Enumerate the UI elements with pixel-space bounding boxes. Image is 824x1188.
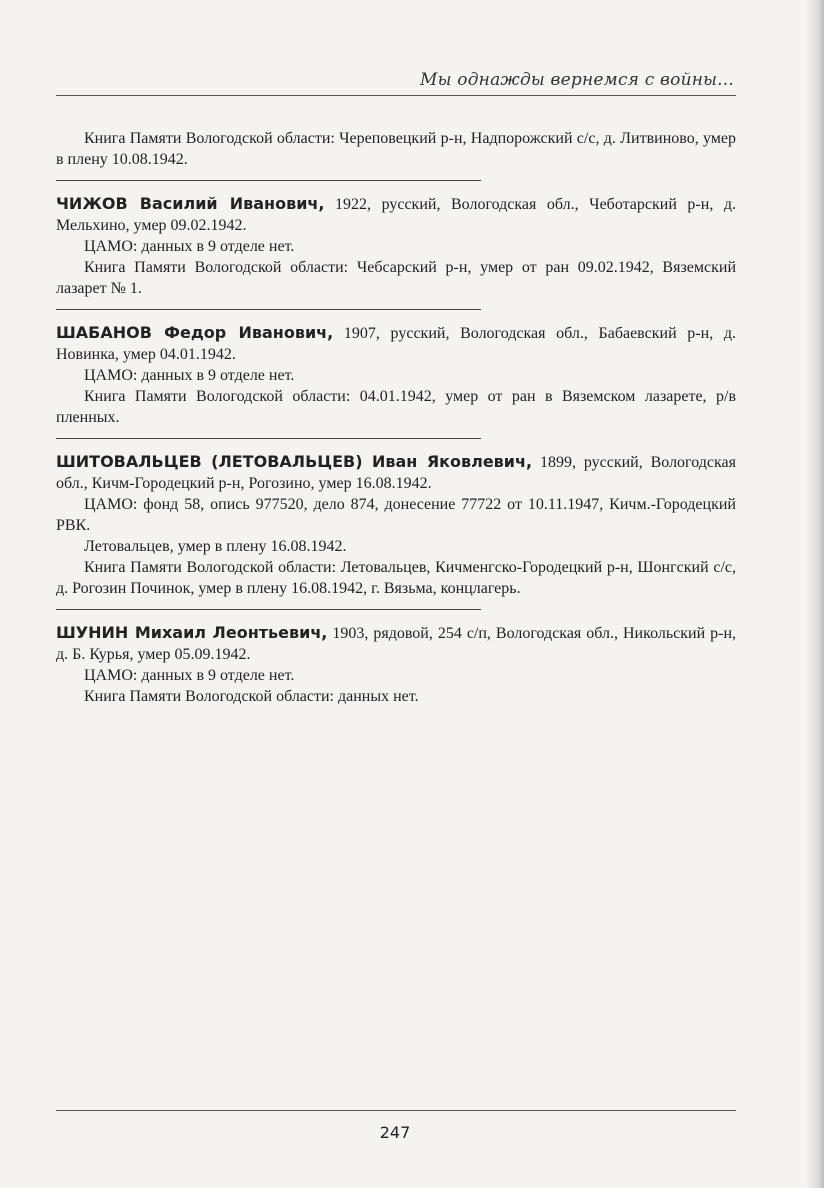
entry-separator <box>56 309 481 310</box>
entry-heading <box>56 322 736 365</box>
person-details: 1899, русский, Вологодская обл., Кичм-Городецкий р-н, Рогозино, умер 16.08.1942. <box>56 454 736 492</box>
person-name: ЧИЖОВ Василий Иванович, <box>56 194 325 213</box>
header-rule <box>56 95 736 96</box>
page-edge-shadow <box>806 0 824 1188</box>
running-title: Мы однажды вернемся с войны... <box>420 70 734 90</box>
entry-paragraph: Книга Памяти Вологодской области: Летовальцев, Кичменгско-Городецкий р-н, Шонгский с/с, д. Рогозин Починок, умер в плену 16.08.1942, г. Вязьма, концлагерь. <box>56 559 736 597</box>
footer-rule <box>56 1110 736 1111</box>
person-details: 1907, русский, Вологодская обл., Бабаевский р-н, д. Новинка, умер 04.01.1942. <box>56 325 737 363</box>
person-details: 1922, русский, Вологодская обл., Чеботарский р-н, д. Мельхино, умер 09.02.1942. <box>56 196 736 234</box>
entry-shabanov <box>56 322 736 428</box>
entry-chizhov <box>56 193 736 299</box>
entry-shitovaltsev <box>56 451 736 599</box>
entry-paragraph: Летовальцев, умер в плену 16.08.1942. <box>84 538 347 555</box>
page-content <box>56 128 736 707</box>
person-name: ШУНИН Михаил Леонтьевич, <box>56 623 328 642</box>
entry-paragraph: ЦАМО: данных в 9 отделе нет. <box>84 238 295 255</box>
entry-separator <box>56 609 481 610</box>
person-name: ШИТОВАЛЬЦЕВ (ЛЕТОВАЛЬЦЕВ) Иван Яковлевич, <box>56 452 533 471</box>
entry-paragraph: ЦАМО: данных в 9 отделе нет. <box>84 367 295 384</box>
entry-heading <box>56 451 736 494</box>
entry-separator <box>56 180 481 181</box>
entry-separator <box>56 438 481 439</box>
person-details: 1903, рядовой, 254 с/п, Вологодская обл., Никольский р-н, д. Б. Курья, умер 05.09.1942. <box>56 625 737 663</box>
entry-paragraph: Книга Памяти Вологодской области: 04.01.1942, умер от ран в Вяземском лазарете, р/в пленных. <box>56 388 736 426</box>
entry-heading <box>56 193 736 236</box>
person-name: ШАБАНОВ Федор Иванович, <box>56 323 334 342</box>
entry-paragraph: ЦАМО: фонд 58, опись 977520, дело 874, донесение 77722 от 10.11.1947, Кичм.-Городецкий РВК. <box>56 496 736 534</box>
entry-paragraph: ЦАМО: данных в 9 отделе нет. <box>84 667 295 684</box>
entry-heading <box>56 622 736 665</box>
running-header <box>56 66 736 96</box>
entry-paragraph: Книга Памяти Вологодской области: данных нет. <box>84 688 419 705</box>
page-number: 247 <box>379 1123 411 1142</box>
entry-paragraph: Книга Памяти Вологодской области: Чебсарский р-н, умер от ран 09.02.1942, Вяземский лазарет № 1. <box>56 259 736 297</box>
intro-paragraph: Книга Памяти Вологодской области: Череповецкий р-н, Надпорожский с/с, д. Литвиново, умер в плену 10.08.1942. <box>56 130 736 168</box>
entry-shunin <box>56 622 736 707</box>
